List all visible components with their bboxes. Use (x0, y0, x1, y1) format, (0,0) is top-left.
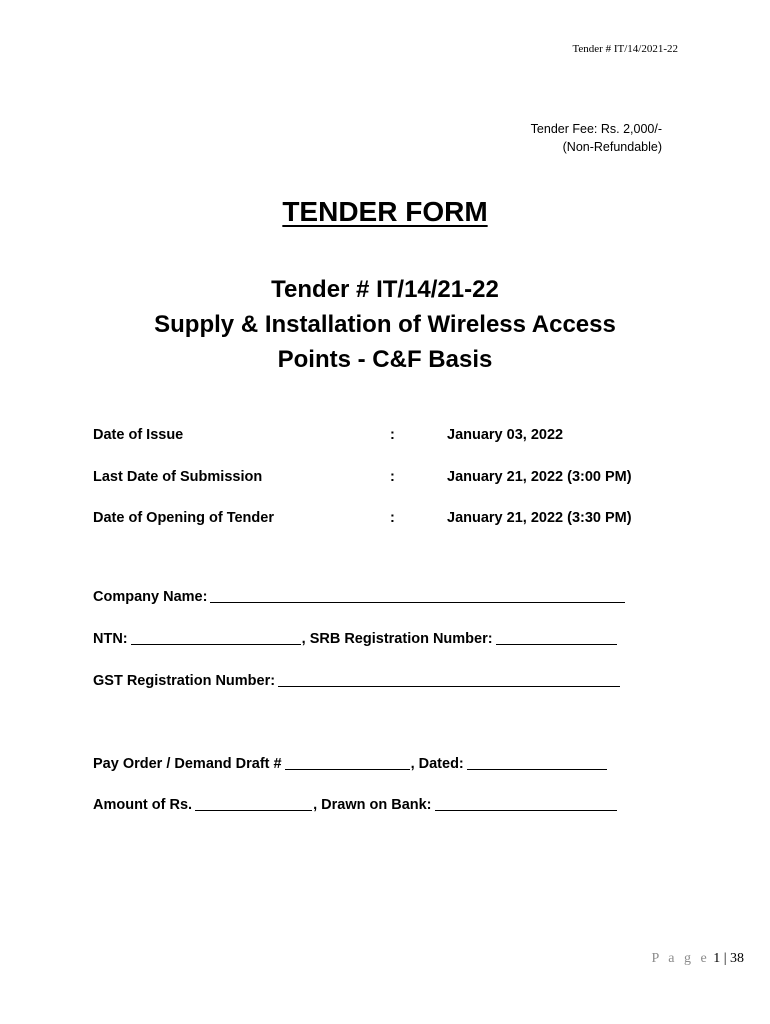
page-word: P a g e (651, 951, 710, 966)
tender-subject (0, 272, 770, 377)
dated-blank[interactable] (467, 755, 607, 770)
tender-number: Tender # IT/14/21-22 (271, 276, 499, 303)
drawn-on-bank-label: , Drawn on Bank: (313, 797, 432, 813)
ntn-blank[interactable] (131, 630, 301, 645)
drawn-on-bank-blank[interactable] (435, 796, 617, 811)
ntn-srb-line (93, 630, 641, 647)
pay-order-label: Pay Order / Demand Draft # (93, 756, 282, 772)
date-opening-tender-value: January 21, 2022 (3:30 PM) (447, 510, 632, 526)
tender-fee-amount: Tender Fee: Rs. 2,000/- (530, 122, 662, 136)
header-tender-reference: Tender # IT/14/2021-22 (572, 43, 678, 55)
tender-fee-block (531, 120, 662, 156)
gst-line (93, 672, 641, 689)
form-title-text: TENDER FORM (282, 196, 488, 227)
last-date-submission-value: January 21, 2022 (3:00 PM) (447, 469, 632, 485)
ntn-label: NTN: (93, 631, 128, 647)
amount-blank[interactable] (195, 796, 312, 811)
form-title (0, 196, 770, 228)
page-count: 1 | 38 (713, 951, 744, 966)
tender-fee-note: (Non-Refundable) (562, 140, 662, 154)
company-name-label: Company Name: (93, 589, 208, 605)
subject-line-1: Supply & Installation of Wireless Access (154, 311, 616, 338)
last-date-submission-colon: : (390, 469, 395, 485)
gst-blank[interactable] (278, 672, 620, 687)
date-of-issue-value: January 03, 2022 (447, 427, 564, 443)
amount-bank-line (93, 796, 641, 813)
gst-label: GST Registration Number: (93, 673, 276, 689)
subject-line-2: Points - C&F Basis (277, 346, 493, 373)
last-date-submission-label: Last Date of Submission (93, 469, 263, 485)
date-opening-tender-label: Date of Opening of Tender (93, 510, 274, 526)
amount-label: Amount of Rs. (93, 797, 193, 813)
srb-label: , SRB Registration Number: (301, 631, 493, 647)
company-name-blank[interactable] (210, 588, 625, 603)
pay-order-line (93, 755, 641, 772)
srb-blank[interactable] (496, 630, 617, 645)
date-opening-tender-colon: : (390, 510, 395, 526)
date-of-issue-colon: : (390, 427, 395, 443)
company-name-line (93, 588, 641, 605)
date-of-issue-label: Date of Issue (93, 427, 184, 443)
page-number (651, 951, 744, 967)
dated-label: , Dated: (410, 756, 464, 772)
pay-order-blank[interactable] (285, 755, 410, 770)
